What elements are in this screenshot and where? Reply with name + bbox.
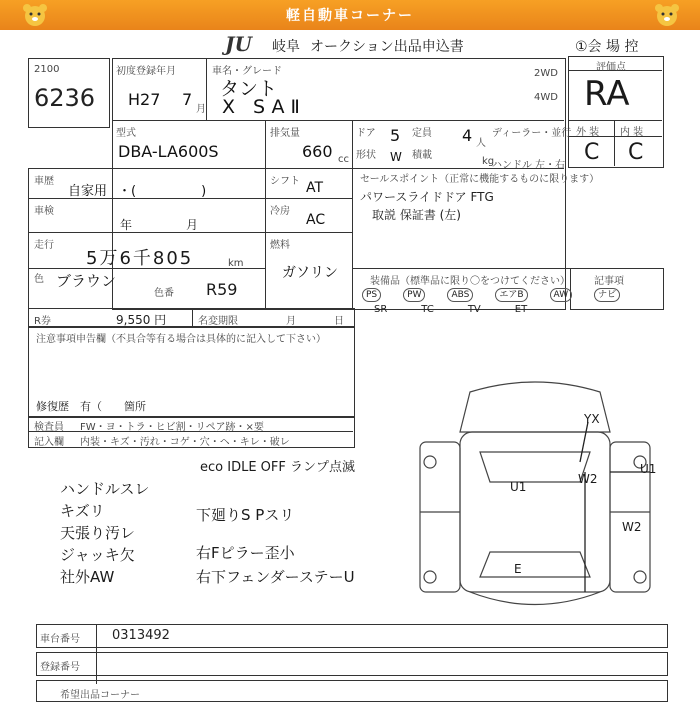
handwritten-note: キズリ	[60, 502, 105, 520]
registration-month: 7	[182, 90, 193, 109]
fuel-value: ガソリン	[282, 265, 338, 281]
drive-4wd: 4WD	[534, 92, 558, 103]
ju-logo: JU	[225, 32, 252, 56]
equipment-row2	[374, 304, 527, 315]
equipment-row1	[362, 288, 620, 302]
color-label: 色	[34, 274, 44, 285]
inspector-row1-label: 検査員	[34, 422, 64, 433]
repair-history: 修復歴 有（ 箇所	[36, 400, 146, 413]
mileage-label: 走行	[34, 240, 54, 251]
org-name: 岐阜	[272, 39, 300, 55]
aircon-value: AC	[306, 212, 326, 228]
model-label: 車名・グレード	[212, 66, 282, 77]
dealer-label: ディーラー・並行	[492, 128, 572, 139]
corner-title: 軽自動車コーナー	[286, 8, 414, 24]
lot-prefix: 2100	[34, 64, 60, 75]
chassis-value: 0313492	[112, 628, 170, 643]
equipment-chip: ナビ	[594, 288, 620, 302]
grade-score: RA	[584, 74, 630, 114]
inspector-row2: 内装・キズ・汚れ・コゲ・穴・ヘ・キレ・破レ	[80, 437, 290, 448]
grade-label: 評価点	[596, 62, 626, 73]
diagram-mark: U1	[640, 462, 657, 476]
exterior-grade: C	[584, 140, 600, 165]
displacement-unit: cc	[338, 154, 349, 165]
inspector-row1: FW・ヨ・トラ・ヒビ割・リペア跡・×要	[80, 422, 264, 433]
capacity-unit: 人	[476, 138, 486, 149]
inspection-year: 年	[120, 218, 133, 232]
displacement-label: 排気量	[270, 128, 300, 139]
equipment-chip: ABS	[447, 288, 473, 302]
model-name: タント	[220, 78, 278, 100]
drive-2wd: 2WD	[534, 68, 558, 79]
color-code-label: 色番	[154, 288, 174, 299]
usage-label: 車歴	[34, 176, 54, 187]
diagram-mark: W2	[622, 520, 642, 534]
model-grade: X SAⅡ	[222, 96, 306, 118]
shape-value: W	[390, 150, 402, 164]
handwritten-left	[60, 478, 150, 588]
capacity-label: 定員	[412, 128, 432, 139]
shift-label: シフト	[270, 176, 300, 187]
load-label: 積載	[412, 150, 432, 161]
equipment-item: SR	[374, 304, 388, 315]
car-damage-diagram	[400, 372, 670, 622]
recycle-value: 9,550 円	[116, 313, 167, 327]
exterior-label: 外 装	[576, 127, 600, 138]
displacement-value: 660	[302, 142, 333, 161]
plate-row	[36, 652, 668, 676]
color-value: ブラウン	[56, 272, 117, 290]
notes-label: 注意事項申告欄（不具合等有る場合は具体的に記入して下さい）	[36, 334, 326, 345]
usage-suffix: ・( )	[118, 184, 207, 199]
sales-point-label: セールスポイント（正常に機能するものに限ります）	[360, 174, 600, 185]
equipment-chip: AW	[550, 288, 573, 302]
name-change-month: 月	[286, 316, 296, 327]
handwritten-note: ジャッキ欠	[60, 546, 135, 564]
handwritten-note: 右下フェンダーステーU	[196, 568, 355, 586]
inspection-label: 車検	[34, 206, 54, 217]
handwritten-note: 右Fピラー歪小	[196, 544, 295, 562]
handwritten-note: 社外AW	[60, 568, 115, 586]
type-code: DBA-LA600S	[118, 142, 219, 161]
equipment-label: 装備品（標準品に限り〇をつけてください）	[370, 276, 570, 287]
type-label: 型式	[116, 128, 136, 139]
sales-point-line1: パワースライドドア FTG	[360, 190, 494, 204]
registration-era: H27	[128, 90, 161, 109]
doors-label: ドア	[356, 128, 376, 139]
handwritten-note: 下廻りS Pスリ	[196, 506, 295, 524]
mileage-value: 5万6千805	[86, 248, 194, 269]
capacity-value: 4	[462, 126, 473, 145]
sales-point-line2: 取説 保証書 (左)	[372, 208, 461, 222]
equipment-chip: エアB	[495, 288, 527, 302]
equipment-chip: PW	[403, 288, 425, 302]
copy-label: ①会 場 控	[575, 39, 639, 55]
usage-value: 自家用	[68, 184, 108, 199]
bear-mascot-right-icon	[654, 3, 680, 27]
equipment-item: TV	[467, 304, 481, 315]
inspector-row2-label: 記入欄	[34, 437, 64, 448]
handle-label: ハンドル 左・右	[492, 160, 566, 171]
diagram-mark: E	[514, 562, 522, 576]
equipment-item: TC	[421, 304, 434, 315]
recycle-label: R券	[34, 316, 51, 327]
lot-number: 6236	[34, 84, 96, 112]
doors-value: 5	[390, 126, 401, 145]
eco-note: eco IDLE OFF ランプ点滅	[200, 460, 355, 475]
registration-label: 初度登録年月	[116, 66, 176, 77]
handwritten-note: 天張り汚レ	[60, 524, 136, 542]
header-banner	[0, 0, 700, 30]
shift-value: AT	[306, 180, 324, 196]
chassis-label: 車台番号	[40, 634, 80, 645]
fuel-label: 燃料	[270, 240, 290, 251]
bear-mascot-left-icon	[22, 3, 48, 27]
interior-grade: C	[628, 140, 644, 165]
mileage-unit: km	[228, 258, 244, 269]
equipment-chip: PS	[362, 288, 381, 302]
diagram-mark: U1	[510, 480, 527, 494]
inspection-month: 月	[186, 218, 199, 232]
diagram-mark: YX	[584, 412, 600, 426]
handwritten-note: ハンドルスレ	[60, 480, 150, 498]
registration-month-unit: 月	[196, 104, 206, 115]
name-change-label: 名変期限	[198, 316, 238, 327]
interior-label: 内 装	[620, 127, 644, 138]
name-change-day: 日	[334, 316, 344, 327]
color-code: R59	[206, 280, 238, 299]
diagram-mark: W2	[578, 472, 598, 486]
load-unit: kg	[482, 156, 495, 167]
plate-label: 登録番号	[40, 662, 80, 673]
equipment-item: ET	[514, 304, 528, 315]
equipment-side-label: 記事項	[594, 276, 624, 287]
shape-label: 形状	[356, 150, 376, 161]
footer-label: 希望出品コーナー	[60, 690, 140, 701]
aircon-label: 冷房	[270, 206, 290, 217]
sheet-title: オークション出品申込書	[310, 39, 464, 55]
